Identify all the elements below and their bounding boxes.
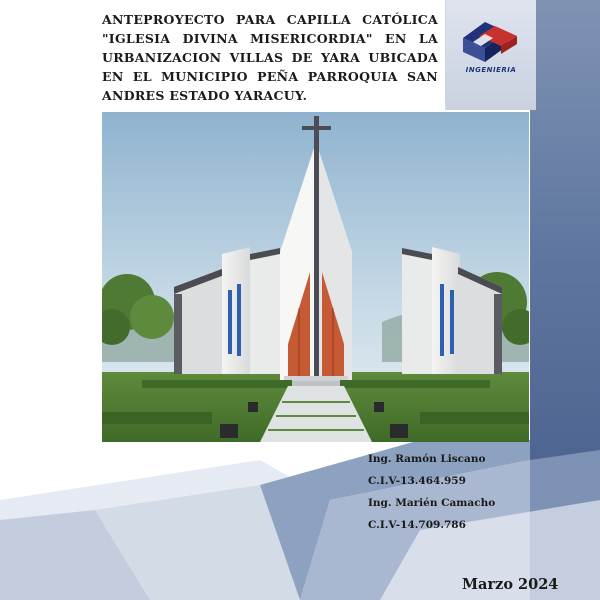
credit-line-2: C.I.V-13.464.959	[368, 475, 466, 487]
credit-line-4: C.I.V-14.709.786	[368, 519, 466, 531]
church-rendering-image	[102, 112, 529, 442]
engineering-logo-icon	[455, 18, 525, 66]
church-illustration	[102, 112, 529, 442]
credit-line-3: Ing. Marién Camacho	[368, 497, 496, 509]
decorative-side-band	[530, 0, 600, 460]
logo-caption: INGENIERIA	[465, 66, 517, 74]
document-title: ANTEPROYECTO PARA CAPILLA CATÓLICA "IGLESIA DIVINA MISERICORDIA" EN LA URBANIZACION VILLAS DE YARA UBICADA EN EL MUNICIPIO PEÑA PARROQUIA SAN ANDRES ESTADO YARACUY.	[102, 12, 438, 103]
credits-block	[368, 448, 528, 536]
credit-line-1: Ing. Ramón Liscano	[368, 453, 486, 465]
document-date: Marzo 2024	[462, 576, 559, 593]
